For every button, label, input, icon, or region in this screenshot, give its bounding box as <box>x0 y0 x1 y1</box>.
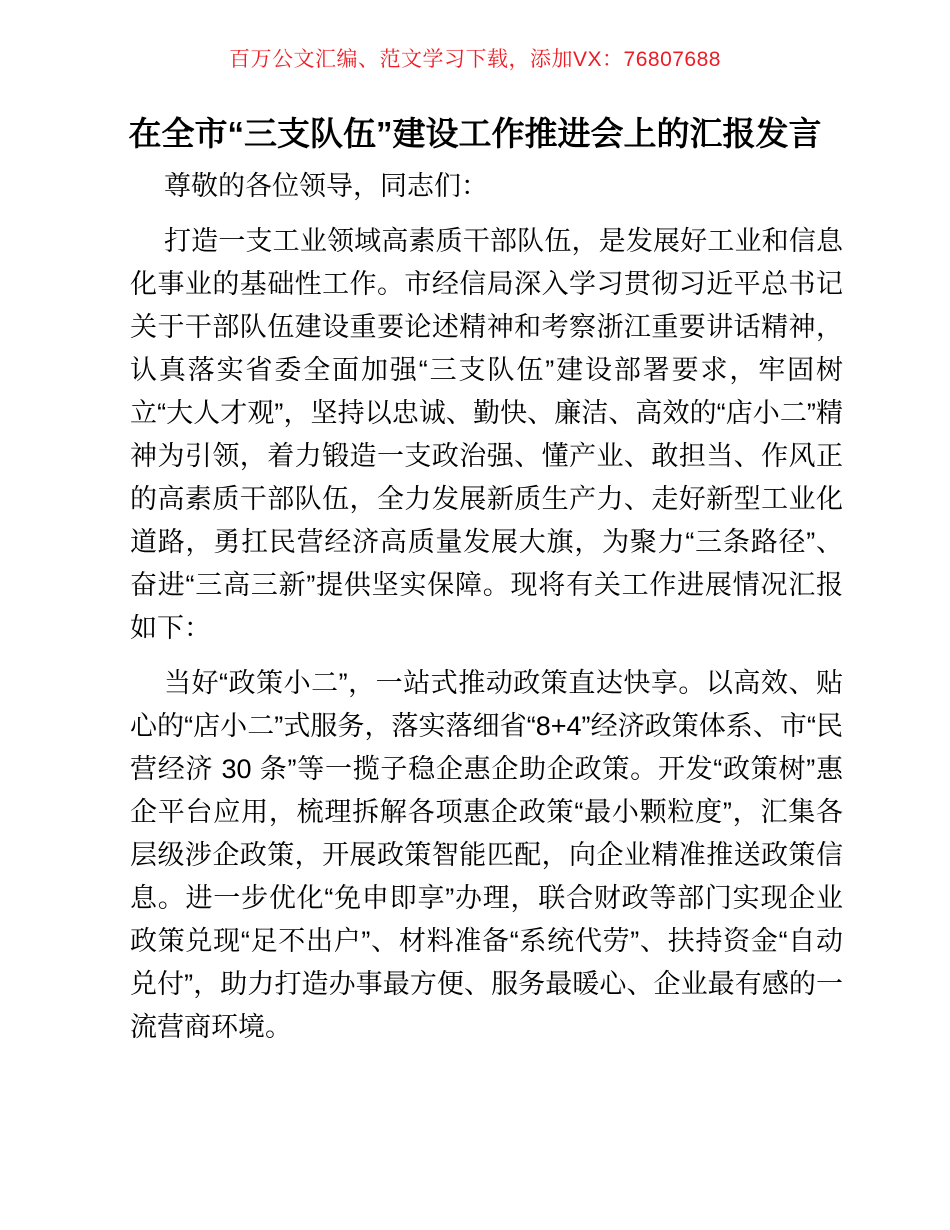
paragraph-policy-service: 当好“政策小二”，一站式推动政策直达快享。以高效、贴心的“店小二”式服务，落实落细省“8+4”经济政策体系、市“民营经济 30 条”等一揽子稳企惠企助企政策。开发“政策树”惠企平台应用，梳理拆解各项惠企政策“最小颗粒度”，汇集各层级涉企政策，开展政策智能匹配，向企业精准推送政策信息。进一步优化“免申即享”办理，联合财政等部门实现企业政策兑现“足不出户”、材料准备“系统代劳”、扶持资金“自动兑付”，助力打造办事最方便、服务最暖心、企业最有感的一流营商环境。 <box>130 668 843 1042</box>
paragraph-salutation: 尊敬的各位领导，同志们： <box>164 171 488 201</box>
header-ad-note: 百万公文汇编、范文学习下载，添加VX：76807688 <box>229 48 721 71</box>
paragraph-intro: 打造一支工业领域高素质干部队伍，是发展好工业和信息化事业的基础性工作。市经信局深入学习贯彻习近平总书记关于干部队伍建设重要论述精神和考察浙江重要讲话精神，认真落实省委全面加强“三支队伍”建设部署要求，牢固树立“大人才观”，坚持以忠诚、勤快、廉洁、高效的“店小二”精神为引领，着力锻造一支政治强、懂产业、敢担当、作风正的高素质干部队伍，全力发展新质生产力、走好新型工业化道路，勇扛民营经济高质量发展大旗，为聚力“三条路径”、奋进“三高三新”提供坚实保障。现将有关工作进展情况汇报如下： <box>130 226 843 643</box>
document-title: 在全市“三支队伍”建设工作推进会上的汇报发言 <box>128 115 822 152</box>
document-body <box>0 165 950 1049</box>
